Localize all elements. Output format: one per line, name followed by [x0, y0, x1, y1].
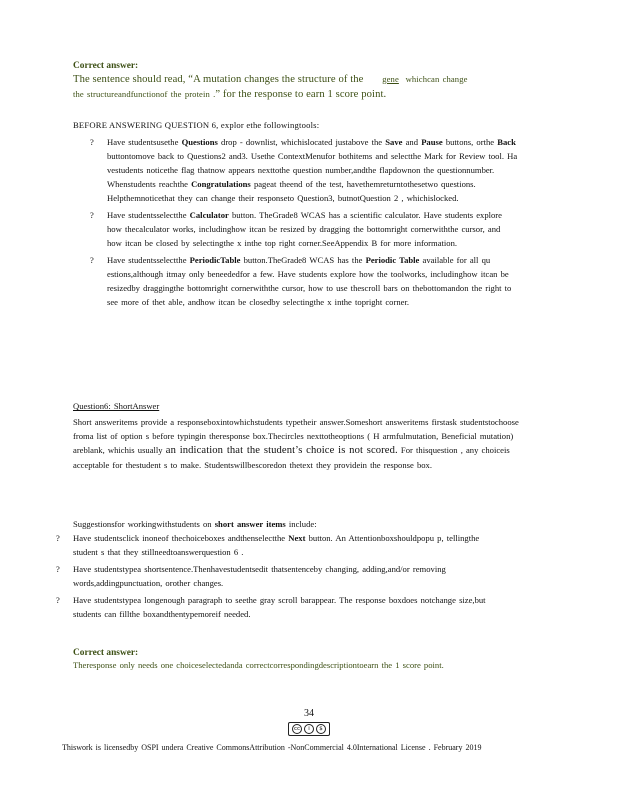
suggestion-item	[39, 562, 489, 590]
text: Have studentstypea longenough paragraph to seethe gray scroll barappear. The response boxdoes notchange size,but students can fillthe boxandthentypemoreif needed.	[73, 595, 486, 619]
text: Have studentsclick inoneof thechoiceboxes andthenselectthe	[73, 533, 286, 543]
text: usually	[137, 445, 163, 455]
bold-text: Pause	[421, 137, 443, 147]
cc-icon: cc	[293, 726, 301, 732]
answer-block-2	[73, 648, 513, 672]
bold-text: Back	[497, 137, 516, 147]
suggestions-list	[5, 531, 489, 621]
text: Have studentsselectthe	[107, 255, 187, 265]
question6-section	[73, 399, 523, 472]
tool-item-questions	[73, 135, 518, 205]
license-footer: Thiswork is licensedby OSPI undera Creative CommonsAttribution -NonCommercial 4.0International License . February 2019	[62, 743, 482, 752]
bullet: ?	[56, 595, 60, 605]
bullet: ?	[56, 533, 60, 543]
text: and	[405, 137, 419, 147]
question6-paragraph	[73, 415, 523, 472]
answer-text	[73, 72, 513, 87]
tool-item-periodic-table	[73, 253, 518, 309]
answer-blank-word: gene	[382, 74, 399, 84]
bullet: ?	[56, 564, 60, 574]
correct-answer-label: Correct answer:	[73, 648, 139, 658]
bold-text: Congratulations	[191, 179, 251, 189]
answer-text-c: the structureandfunctionof the protein .	[73, 89, 216, 99]
bullet: ?	[90, 210, 94, 220]
question6-heading: Question6: ShortAnswer	[73, 401, 160, 411]
bold-text: Calculator	[189, 210, 229, 220]
text: button. TheGrade8 WCAS has a scientific calculator. Have students explore how thecalculator works, includinghow itcan be resized by dragging the bottomright cornerwiththe cursor, and how itcan be closed by selectingthe x inthe top right corner.SeeAppendix B for more information.	[107, 210, 502, 248]
text: For thisquestion , any choiceis acceptable for thestudent s to make. Studentswillbescoredon thetext they providein the response box.	[73, 445, 510, 470]
text: Have studentstypea shortsentence.Thenhavestudentsedit thatsentenceby changing, adding,and/or removing words,addingpunctuation, orother changes.	[73, 564, 446, 588]
bold-text: Periodic Table	[365, 255, 420, 265]
answer-text-line2	[73, 87, 513, 102]
text: buttontomove back to Questions2 and3. Usethe ContextMenufor bothitems and selectthe Mark for Review tool. Ha vestudents noticethe flag thatnow appears nexttothe question number,andthe flapdownon the questionnumber. Whenstudents reachthe	[107, 151, 518, 189]
text: Short answeritems provide a responseboxintowhichstudents typetheir answer.Someshort answeritems firstask studentstochoose froma list of option s before typingin theresponse box.Thecircles nexttotheoptions ( H armfulmutation, Beneficial mutation) areblank, whichis	[73, 417, 519, 455]
tools-list	[73, 135, 518, 309]
text: button.TheGrade8 WCAS has the	[243, 255, 363, 265]
suggestion-item	[39, 593, 489, 621]
answer-text: Theresponse only needs one choiceselectedanda correctcorrespondingdescriptiontoearn the 1 score point.	[73, 660, 444, 670]
text: Have studentsselectthe	[107, 210, 187, 220]
text: button. An Attentionboxshouldpopu p, tellingthe student s that they stillneedtoanswerquestion 6 .	[73, 533, 480, 557]
text: buttons, orthe	[445, 137, 495, 147]
noncommercial-icon: $	[316, 724, 326, 734]
bold-text: PeriodicTable	[189, 255, 241, 265]
bold-text: short answer items	[214, 519, 286, 529]
creative-commons-badge-icon[interactable]	[288, 722, 330, 736]
answer-text-b: whichcan change	[405, 74, 468, 84]
before-heading: BEFORE ANSWERING QUESTION 6, explor ethe followingtools:	[73, 120, 320, 130]
suggestion-item	[39, 531, 489, 559]
correct-answer-label: Correct answer:	[73, 61, 139, 71]
text: available for all qu estions,although itmay only beneededfor a few. Have students explore how the toolworks, includinghow itcan be resizedby draggingthe bottomright cornerwiththe cursor, how to use thescroll bars on thebottomandon the right to see more of thet able, andhow itcan be closedby selectingthe x inthe topright corner.	[107, 255, 512, 307]
text: include:	[288, 519, 317, 529]
text: pageat theend of the test, havethemreturntothesetwo questions. Helpthemnoticethat they can change their responseto Question3, butnotQuestion 2 , whichislocked.	[107, 179, 476, 203]
text: Have studentsusethe	[107, 137, 179, 147]
text: an indication that the student’s choice is not scored.	[165, 445, 398, 456]
bold-text: Next	[288, 533, 306, 543]
bullet: ?	[90, 137, 94, 147]
suggestions-intro	[73, 517, 523, 531]
suggestions-section	[56, 517, 523, 624]
bold-text: Save	[385, 137, 403, 147]
bold-text: Questions	[181, 137, 218, 147]
text: drop - downlist, whichislocated justabove the	[221, 137, 383, 147]
attribution-icon: i	[304, 724, 314, 734]
page-number: 34	[304, 708, 314, 719]
answer-text-d: ” for the response to earn 1 score point.	[215, 89, 387, 100]
answer-block-1	[73, 61, 513, 102]
text: Suggestionsfor workingwithstudents on	[73, 519, 212, 529]
tool-item-calculator	[73, 208, 518, 250]
answer-text-a: The sentence should read, “A mutation changes the structure of the	[73, 74, 364, 85]
bullet: ?	[90, 255, 94, 265]
